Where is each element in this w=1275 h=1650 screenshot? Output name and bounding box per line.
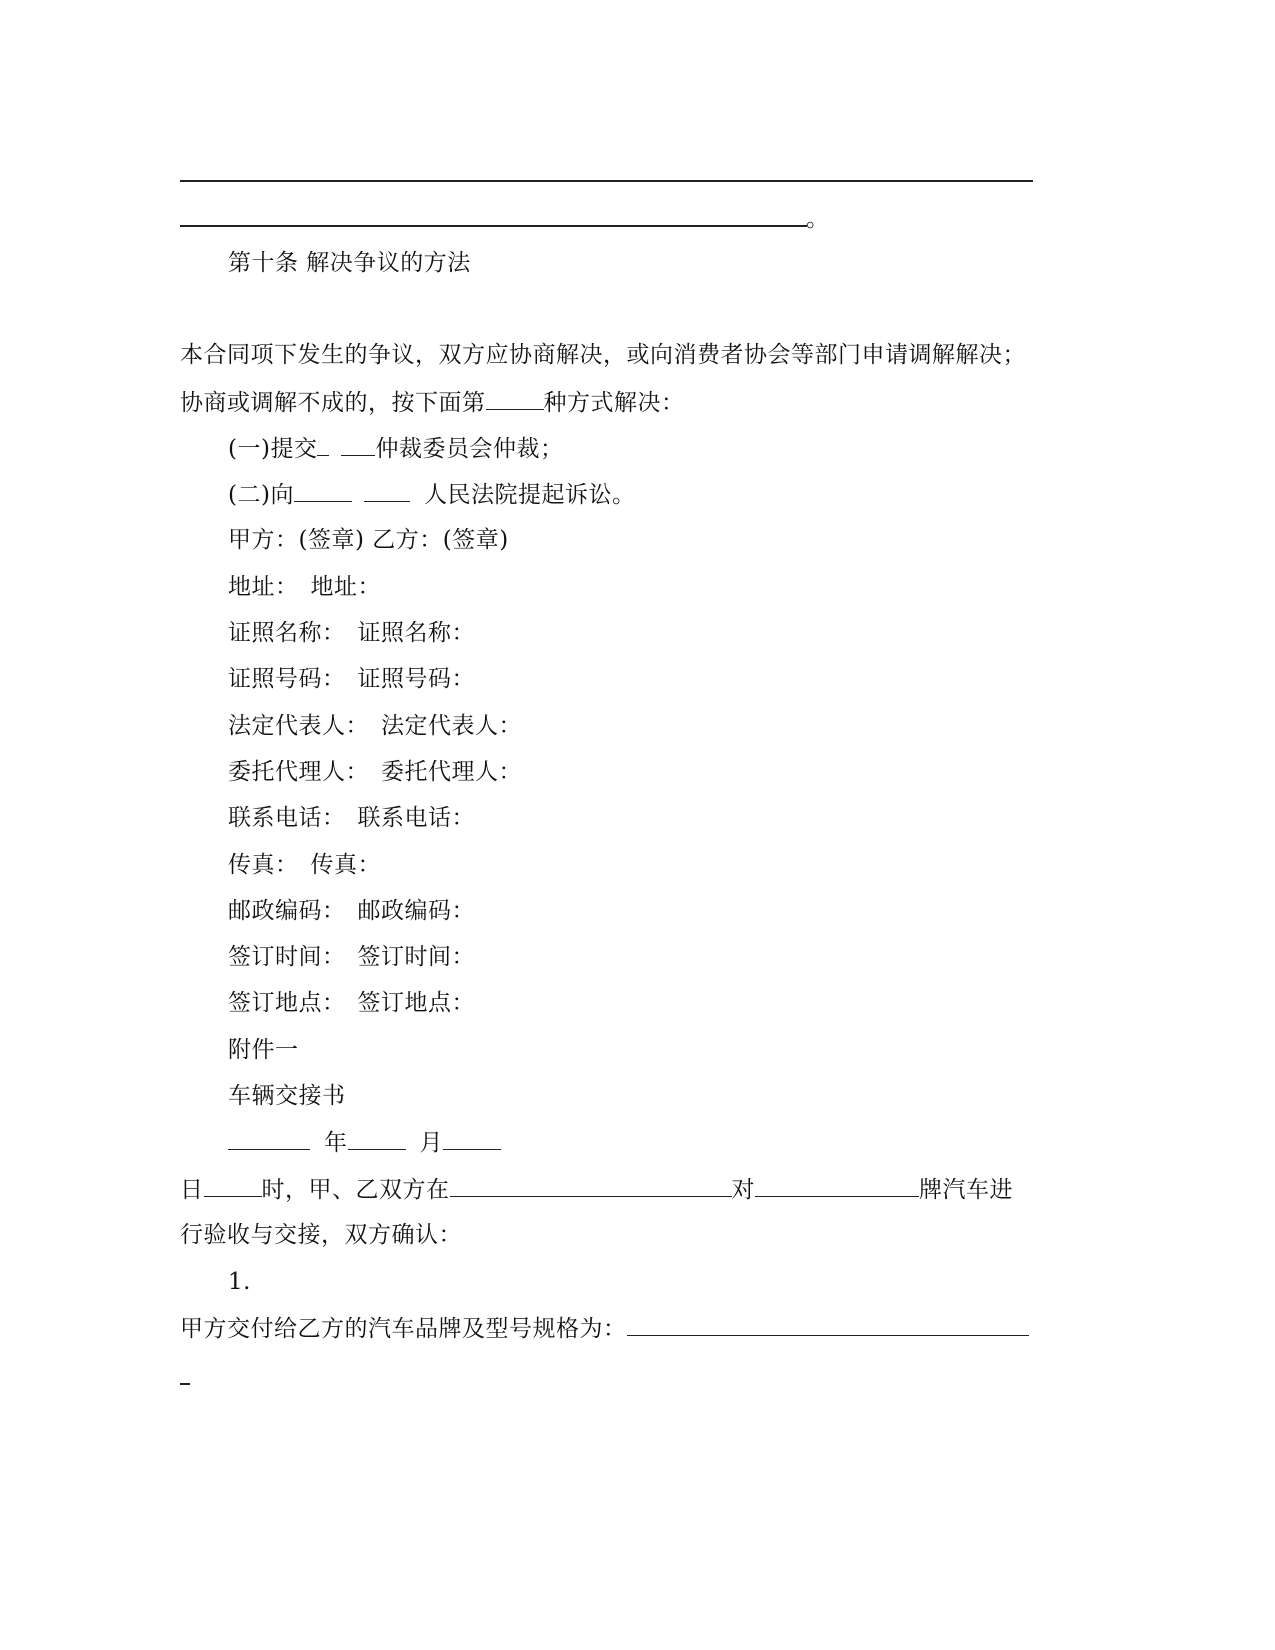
month-blank — [348, 1127, 406, 1150]
court-blank-2 — [364, 479, 410, 502]
fill-rule-1 — [180, 180, 1033, 182]
dui-label: 对 — [731, 1177, 755, 1203]
party-sign: 甲方：(签章) 乙方：(签章) — [228, 527, 509, 553]
fill-rule-end: 。 — [806, 206, 830, 232]
handover-line-2: 行验收与交接，双方确认： — [180, 1222, 462, 1248]
hour-blank — [204, 1174, 262, 1197]
field-license-name: 证照名称： 证照名称： — [228, 620, 475, 646]
option-2-a: (二)向 — [228, 482, 294, 508]
day-label: 日 — [180, 1177, 204, 1203]
arbitration-blank-1 — [317, 433, 329, 456]
article-title: 第十条 解决争议的方法 — [228, 250, 471, 276]
field-sign-place: 签订地点： 签订地点： — [228, 990, 475, 1016]
field-phone: 联系电话： 联系电话： — [228, 805, 475, 831]
plate-label: 牌汽车进 — [919, 1177, 1013, 1203]
fill-rule-2 — [180, 225, 807, 227]
dispute-line-2 — [180, 387, 685, 418]
brand-model-blank — [627, 1313, 1029, 1336]
brand-model-rule-tail — [180, 1383, 190, 1385]
field-sign-time: 签订时间： 签订时间： — [228, 944, 475, 970]
place-blank — [450, 1174, 732, 1197]
option-1-b: 仲裁委员会仲裁； — [375, 436, 564, 462]
year-blank — [228, 1127, 310, 1150]
field-address: 地址： 地址： — [228, 574, 381, 600]
hour-label: 时，甲、乙双方在 — [261, 1177, 450, 1203]
dispute-line-2-a: 协商或调解不成的，按下面第 — [180, 390, 486, 416]
option-1 — [228, 433, 563, 464]
dispute-line-1: 本合同项下发生的争议，双方应协商解决，或向消费者协会等部门申请调解解决； — [180, 342, 1026, 368]
month-label: 月 — [419, 1130, 443, 1156]
option-2-b: 人民法院提起诉讼。 — [423, 482, 636, 508]
handover-line-1 — [180, 1174, 1013, 1205]
day-blank — [443, 1127, 501, 1150]
dispute-line-2-b: 种方式解决： — [543, 390, 685, 416]
plate-blank — [755, 1174, 919, 1197]
option-1-a: (一)提交 — [228, 436, 318, 462]
field-agent: 委托代理人： 委托代理人： — [228, 759, 522, 785]
date-line — [228, 1127, 501, 1158]
item-1-line — [180, 1313, 1029, 1344]
year-label: 年 — [324, 1130, 348, 1156]
handover-title: 车辆交接书 — [228, 1083, 346, 1109]
court-blank-1 — [294, 479, 352, 502]
field-license-number: 证照号码： 证照号码： — [228, 666, 475, 692]
item-1-number: 1. — [228, 1269, 251, 1295]
option-2 — [228, 479, 635, 510]
method-blank — [486, 387, 544, 410]
attachment-label: 附件一 — [228, 1037, 299, 1063]
field-fax: 传真： 传真： — [228, 852, 381, 878]
field-postal: 邮政编码： 邮政编码： — [228, 898, 475, 924]
arbitration-blank-2 — [341, 433, 375, 456]
field-legal-rep: 法定代表人： 法定代表人： — [228, 713, 522, 739]
item-1-text: 甲方交付给乙方的汽车品牌及型号规格为： — [180, 1316, 627, 1342]
